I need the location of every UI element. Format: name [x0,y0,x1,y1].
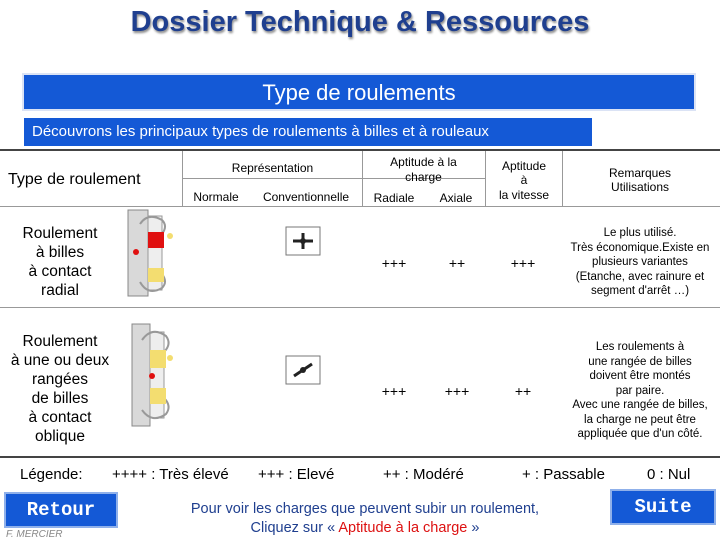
col-header-conventionnelle: Conventionnelle [262,190,350,204]
row1-vitesse-rating: +++ [510,255,536,271]
legend-item: ++ : Modéré [383,466,464,483]
col-header-vitesse-line1: Aptitude [501,159,547,173]
note-line2: Cliquez sur « Aptitude à la charge » [250,520,480,536]
col-divider [562,151,563,206]
intro-bar: Découvrons les principaux types de roulements à billes et à rouleaux [24,118,592,146]
legend-item: 0 : Nul [647,466,691,483]
legend-item: ++++ : Très élevé [112,466,229,483]
col-header-type: Type de roulement [8,171,141,188]
row2-radiale-rating: +++ [381,383,407,399]
col-header-representation: Représentation [231,161,314,175]
suite-button[interactable]: Suite [610,489,716,525]
row2-remarks: Les roulements à une rangée de billes doivent être montés par paire. Avec une rangée de billes, la charge ne peut être appliquée que d'un côté. [572,341,708,440]
author-credit: F. MERCIER [6,529,63,540]
row1-remarks: Le plus utilisé. Très économique.Existe en plusieurs variantes (Etanche, avec rainure et segment d'arrêt …) [570,227,710,297]
row1-type-name: Roulement à billes à contact radial [22,225,98,299]
col-header-aptitude-charge-line1: Aptitude à la [390,155,457,169]
col-header-remarques-line2: Utilisations [610,180,670,194]
legend-item: + : Passable [522,466,605,483]
angular-bearing-symbol [285,355,321,385]
row-divider [0,307,720,308]
radial-ball-bearing-image [118,206,180,302]
charge-note [140,500,590,538]
row2-axiale-rating: +++ [444,383,470,399]
row2-vitesse-rating: ++ [514,383,532,399]
note-line1: Pour voir les charges que peuvent subir un roulement, [190,501,540,517]
subheader-divider [182,178,362,179]
col-header-aptitude-charge-line2: charge [405,170,442,184]
col-header-vitesse-line2: à [520,173,528,187]
legend-label: Légende: [20,466,83,483]
col-header-remarques-line1: Remarques [608,166,672,180]
col-header-radiale: Radiale [373,191,415,205]
retour-button[interactable]: Retour [4,492,118,528]
header-divider [0,206,720,207]
col-header-normale: Normale [193,190,239,204]
row1-radiale-rating: +++ [381,255,407,271]
radial-bearing-symbol [285,226,321,256]
angular-contact-bearing-image [118,318,180,432]
page-title: Dossier Technique & Ressources [130,6,590,38]
legend-item: +++ : Elevé [258,466,335,483]
section-banner: Type de roulements [22,73,696,111]
col-header-vitesse-line3: la vitesse [498,188,550,202]
row2-type-name: Roulement à une ou deux rangées de billes à contact oblique [10,333,110,445]
col-header-axiale: Axiale [439,191,473,205]
row1-axiale-rating: ++ [448,255,466,271]
aptitude-charge-link[interactable]: Aptitude à la charge [338,520,468,536]
